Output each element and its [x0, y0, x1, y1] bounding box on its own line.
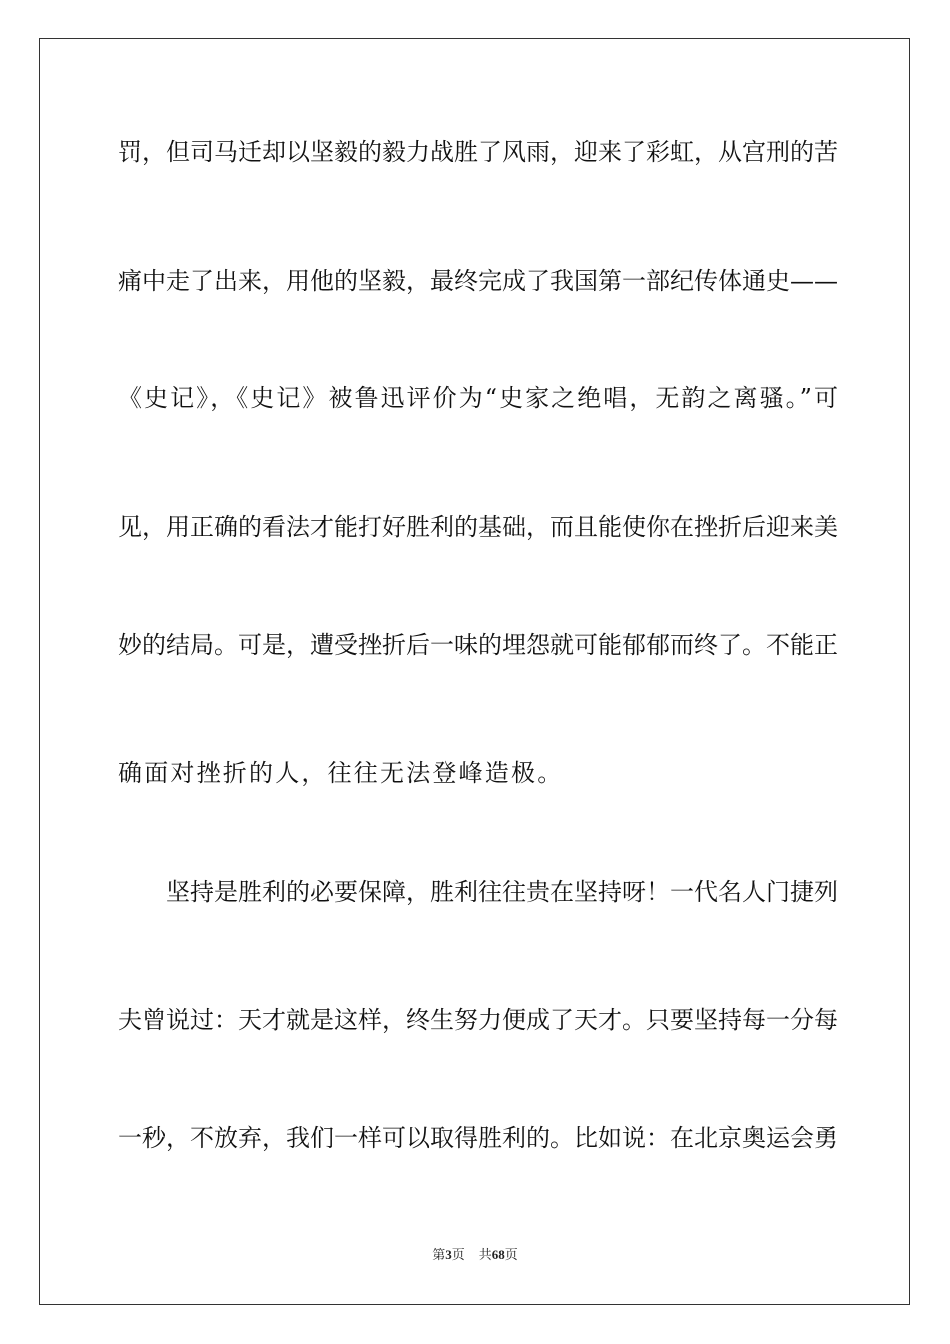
total-suffix: 页	[504, 1248, 518, 1263]
text-line-9: 一秒，不放弃，我们一样可以取得胜利的。比如说：在北京奥运会勇	[118, 1124, 838, 1152]
text-line-8: 夫曾说过：天才就是这样，终生努力便成了天才。只要坚持每一分每	[118, 1006, 838, 1034]
total-pages: 68	[491, 1247, 505, 1262]
text-line-7: 坚持是胜利的必要保障，胜利往往贵在坚持呀！一代名人门捷列	[166, 878, 838, 906]
text-line-4: 见，用正确的看法才能打好胜利的基础，而且能使你在挫折后迎来美	[118, 513, 838, 541]
page-number: 3	[445, 1247, 452, 1262]
text-line-1: 罚，但司马迁却以坚毅的毅力战胜了风雨，迎来了彩虹，从宫刑的苦	[118, 138, 838, 166]
page-border	[39, 38, 910, 1305]
text-line-6: 确面对挫折的人，往往无法登峰造极。	[118, 759, 564, 787]
page-footer	[0, 1246, 950, 1265]
page-suffix: 页	[451, 1248, 465, 1263]
text-line-2: 痛中走了出来，用他的坚毅，最终完成了我国第一部纪传体通史——	[118, 267, 838, 295]
text-line-3: 《史记》，《史记》被鲁迅评价为“史家之绝唱，无韵之离骚。”可	[118, 384, 838, 412]
total-prefix: 共	[478, 1248, 492, 1263]
page-prefix: 第	[432, 1248, 446, 1263]
text-line-5: 妙的结局。可是，遭受挫折后一味的埋怨就可能郁郁而终了。不能正	[118, 631, 838, 659]
